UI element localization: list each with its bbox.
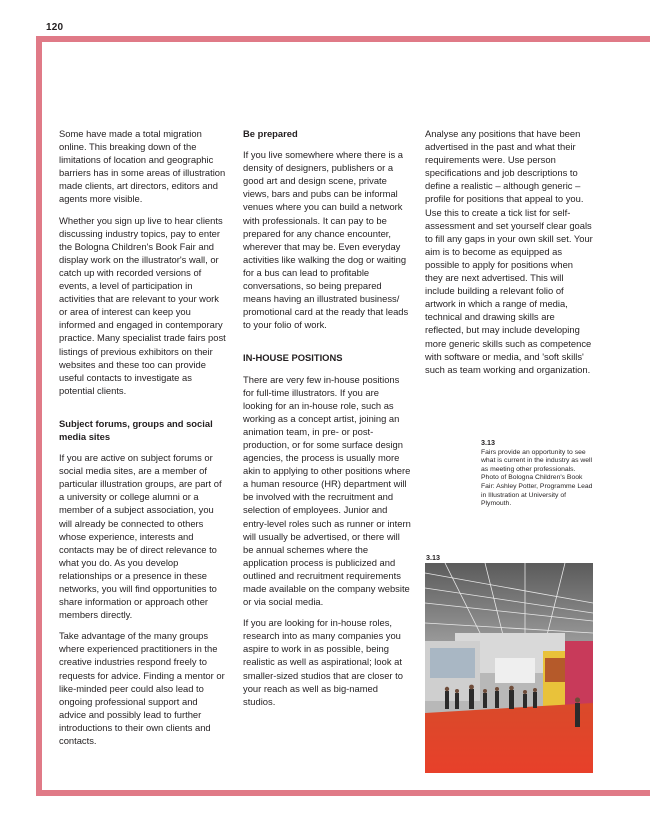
- caption-credit: Photo of Bologna Children's Book Fair: Ashley Potter, Programme Lead in Illustration at University of Plymouth.: [481, 474, 593, 508]
- paragraph: Analyse any positions that have been advertised in the past and what their requirements were. Use person specifications and job descriptions to define a realistic – although generic – profile for positions that appeal to you. Use this to create a tick list for self-assessment and set yourself clear goals to fill any gaps in your own skill set. Your aim is to become as equipped as possible to apply for positions when they are next advertised. This will include building a relevant folio of artwork in which a range of media, technical and drawing skills are reflected, but may include developing more generic skills such as competence with software or media, and 'soft skills' such as team working and organization.: [425, 128, 593, 375]
- paragraph: If you live somewhere where there is a density of designers, publishers or a good art and design scene, private views, bars and pubs can be informal venues where you can build a network with professionals. It can pay to be prepared for any chance encounter, wherever that may be. Even everyday activities like walking the dog or waiting for a bus can lead to profitable conversations, so being prepared means having an illustrated business/ promotional card at the ready that leads to your folio of work.: [243, 149, 409, 331]
- book-fair-photo: [425, 563, 593, 773]
- frame-left-border: [36, 36, 42, 796]
- column-3: [425, 127, 593, 384]
- caption-figure-number: 3.13: [481, 438, 495, 447]
- paragraph: If you are looking for in-house roles, research into as many companies you aspire to work in as possible, being realistic as well as aspirational; look at smaller-sized studios that are closer to your reach as well as big-named studios.: [243, 617, 403, 707]
- section-heading: Subject forums, groups and social media sites: [59, 417, 213, 442]
- section-heading: IN-HOUSE POSITIONS: [243, 352, 343, 364]
- paragraph: Take advantage of the many groups where experienced practitioners in the creative industries respond freely to requests for advice. Finding a mentor or like-minded peer could also lead to ongoing professional support and advice and possibly lead to further introductions to their own clients and contacts.: [59, 630, 225, 747]
- paragraph: If you are active on subject forums or social media sites, are a member of particular illustration groups, are part of a university or college alumni or a member of a subject association, you will already be connected to others whose experience, interests and contacts may be of direct relevance to what you do. As you develop relationships or a presence in these networks, you will find opportunities to share information or approach other members directly.: [59, 452, 222, 621]
- section-heading: Be prepared: [243, 128, 298, 139]
- figure-caption: [481, 439, 596, 509]
- photo-figure-label: 3.13: [426, 553, 440, 562]
- frame-top-border: [36, 36, 650, 42]
- paragraph: Some have made a total migration online. This breaking down of the limitations of location and geographic barriers has in some areas of illustration made clients, art directors, editors and agents more visible.: [59, 128, 226, 205]
- column-1: [59, 127, 227, 755]
- paragraph: There are very few in-house positions for full-time illustrators. If you are looking for an in-house role, such as working as a concept artist, joining an animation team, in pre- or post-production, or for some surface design agencies, the process is usually more akin to applying to other positions where a human resource (HR) department will be involved with the recruitment and selection of employees. Junior and entry-level roles such as runner or intern will usually be advertised, or there will be annual schemes where the application process is publicized and outlined and recruitment requirements made available on the company website or via social media.: [243, 373, 411, 608]
- page-number: 120: [46, 22, 64, 33]
- column-2: [243, 127, 411, 716]
- frame-bottom-border: [36, 790, 650, 796]
- paragraph: Whether you sign up live to hear clients discussing industry topics, pay to enter the Bologna Children's Book Fair and display work on the illustrator's wall, or catch up with recorded versions of events, a level of participation in activities that are relevant to your work or area of interest can keep you informed and engaged in contemporary practice. Many specialist trade fairs post listings of previous exhibitors on their websites and these too can provide useful contacts to investigate as potential clients.: [59, 214, 226, 396]
- caption-text: Fairs provide an opportunity to see what is current in the industry as well as meeting other professionals.: [481, 448, 593, 473]
